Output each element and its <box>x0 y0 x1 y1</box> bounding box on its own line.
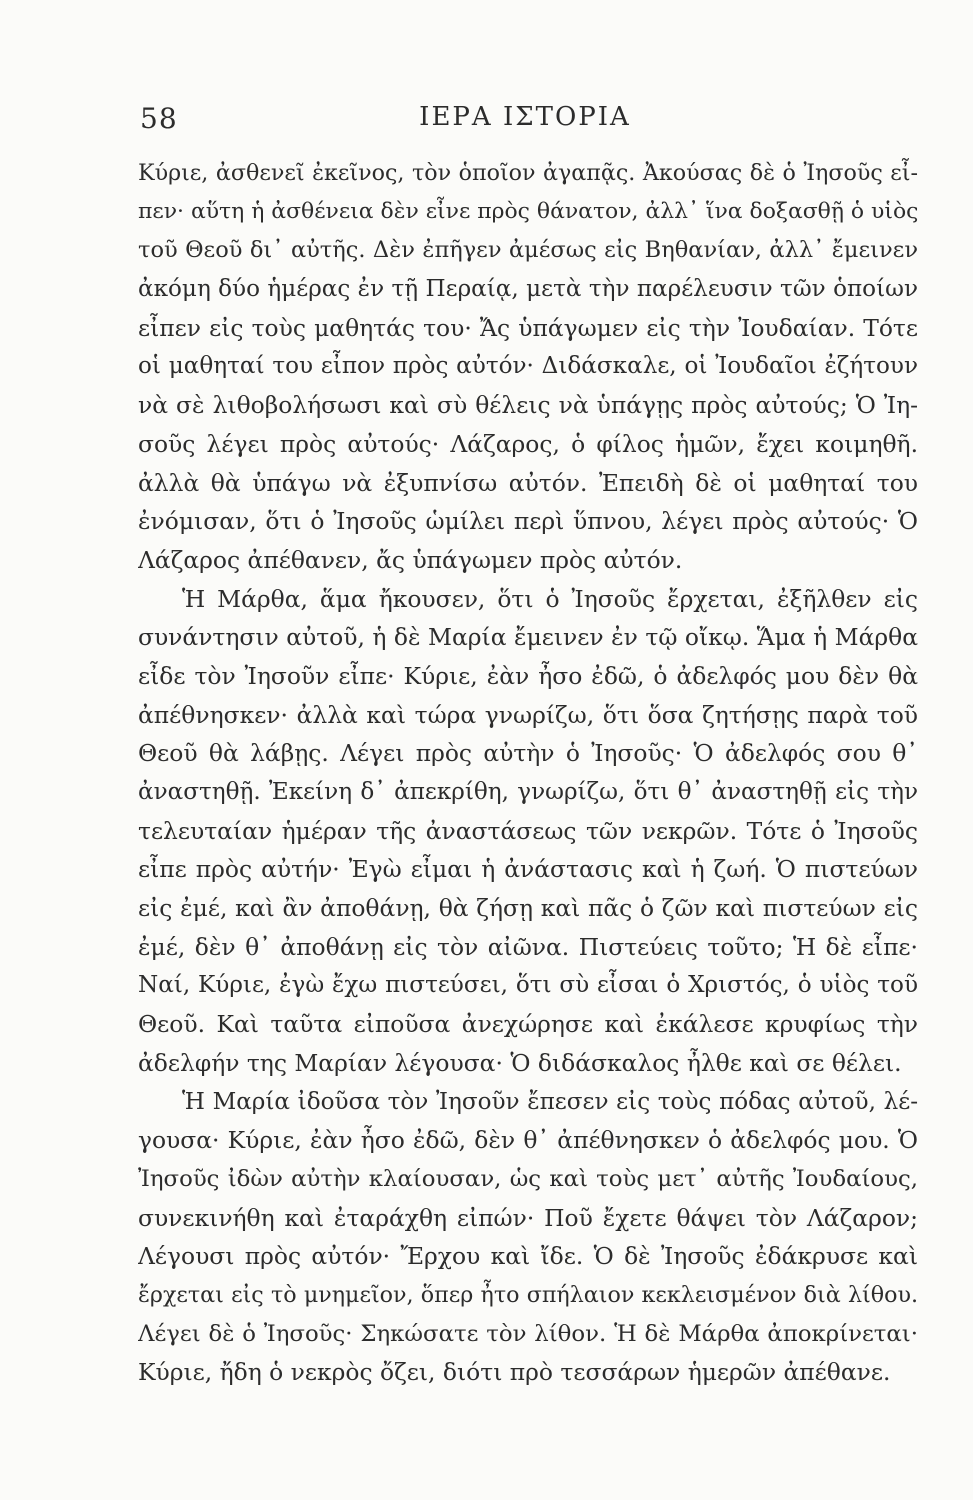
text-line: οἱ μαθηταί του εἶπον πρὸς αὐτόν· Διδάσκαλε, οἱ Ἰουδαῖοι ἐζήτουν <box>138 353 918 380</box>
text-line: συνάντησιν αὐτοῦ, ἡ δὲ Μαρία ἔμεινεν ἐν τῷ οἴκῳ. Ἅμα ἡ Μάρθα <box>138 623 918 652</box>
text-line: Θεοῦ. Καὶ ταῦτα εἰποῦσα ἀνεχώρησε καὶ ἐκάλεσε κρυφίως τὴν <box>138 1010 918 1039</box>
body-text <box>138 154 918 1392</box>
paragraph-end-line: Λάζαρος ἀπέθανεν, ἄς ὑπάγωμεν πρὸς αὐτόν. <box>138 545 683 574</box>
text-line: Κύριε, ἀσθενεῖ ἐκεῖνος, τὸν ὁποῖον ἀγαπᾷς. Ἀκούσας δὲ ὁ Ἰησοῦς εἶ- <box>138 160 918 186</box>
text-line: Κύριε, ἤδη ὁ νεκρὸς ὄζει, διότι πρὸ τεσσάρων ἡμερῶν ἀπέθανε. <box>138 1358 891 1387</box>
text-line: Θεοῦ θὰ λάβῃς. Λέγει πρὸς αὐτὴν ὁ Ἰησοῦς· Ὁ ἀδελφός σου θ᾿ <box>138 739 918 768</box>
text-line: εἶδε τὸν Ἰησοῦν εἶπε· Κύριε, ἐὰν ἦσο ἐδῶ, ὁ ἀδελφός μου δὲν θὰ <box>138 661 918 690</box>
text-line: ἀλλὰ θὰ ὑπάγω νὰ ἐξυπνίσω αὐτόν. Ἐπειδὴ δὲ οἱ μαθηταί του <box>138 468 918 497</box>
paragraph-start-line: Ἡ Μαρία ἰδοῦσα τὸν Ἰησοῦν ἔπεσεν εἰς τοὺς πόδας αὐτοῦ, λέ- <box>182 1088 918 1115</box>
text-line: Λέγει δὲ ὁ Ἰησοῦς· Σηκώσατε τὸν λίθον. Ἡ δὲ Μάρθα ἀποκρίνεται· <box>138 1320 918 1347</box>
text-line: ἀκόμη δύο ἡμέρας ἐν τῇ Περαίᾳ, μετὰ τὴν παρέλευσιν τῶν ὁποίων <box>138 276 918 303</box>
text-line: Λέγουσι πρὸς αὐτόν· Ἔρχου καὶ ἴδε. Ὁ δὲ Ἰησοῦς ἐδάκρυσε καὶ <box>138 1242 918 1271</box>
text-line: τελευταίαν ἡμέραν τῆς ἀναστάσεως τῶν νεκρῶν. Τότε ὁ Ἰησοῦς <box>138 816 918 845</box>
paragraph-start-line: Ἡ Μάρθα, ἅμα ἤκουσεν, ὅτι ὁ Ἰησοῦς ἔρχεται, ἐξῆλθεν εἰς <box>182 584 918 613</box>
text-line: ἐμέ, δὲν θ᾿ ἀποθάνῃ εἰς τὸν αἰῶνα. Πιστεύεις τοῦτο; Ἡ δὲ εἶπε· <box>138 932 918 961</box>
text-line: σοῦς λέγει πρὸς αὐτούς· Λάζαρος, ὁ φίλος ἡμῶν, ἔχει κοιμηθῆ. <box>138 429 918 458</box>
text-line: νὰ σὲ λιθοβολήσωσι καὶ σὺ θέλεις νὰ ὑπάγῃς πρὸς αὐτούς; Ὁ Ἰη- <box>138 391 918 420</box>
text-line: πεν· αὕτη ἡ ἀσθένεια δὲν εἶνε πρὸς θάνατον, ἀλλ᾿ ἵνα δοξασθῇ ὁ υἱὸς <box>138 198 918 224</box>
paragraph-end-line: ἀδελφήν της Μαρίαν λέγουσα· Ὁ διδάσκαλος ἦλθε καὶ σε θέλει. <box>138 1048 902 1077</box>
text-line: συνεκινήθη καὶ ἐταράχθη εἰπών· Ποῦ ἔχετε θάψει τὸν Λάζαρον; <box>138 1203 918 1232</box>
text-line: Ἰησοῦς ἰδὼν αὐτὴν κλαίουσαν, ὡς καὶ τοὺς μετ᾿ αὐτῆς Ἰουδαίους, <box>138 1165 918 1192</box>
text-line: ἀναστηθῇ. Ἐκείνη δ᾿ ἀπεκρίθη, γνωρίζω, ὅτι θ᾿ ἀναστηθῇ εἰς τὴν <box>138 779 918 805</box>
running-title: ΙΕΡΑ ΙΣΤΟΡΙΑ <box>419 102 631 132</box>
text-line: εἰς ἐμέ, καὶ ἂν ἀποθάνῃ, θὰ ζήσῃ καὶ πᾶς ὁ ζῶν καὶ πιστεύων εἰς <box>138 894 918 923</box>
text-line: ἔρχεται εἰς τὸ μνημεῖον, ὅπερ ἦτο σπήλαιον κεκλεισμένον διὰ λίθου. <box>138 1281 918 1308</box>
text-line: εἶπε πρὸς αὐτήν· Ἐγὼ εἶμαι ἡ ἀνάστασις καὶ ἡ ζωή. Ὁ πιστεύων <box>138 855 918 884</box>
text-line: γουσα· Κύριε, ἐὰν ἦσο ἐδῶ, δὲν θ᾿ ἀπέθνησκεν ὁ ἀδελφός μου. Ὁ <box>138 1126 918 1155</box>
page-header <box>140 102 910 142</box>
text-line: Ναί, Κύριε, ἐγὼ ἔχω πιστεύσει, ὅτι σὺ εἶσαι ὁ Χριστός, ὁ υἱὸς τοῦ <box>138 972 918 999</box>
page-number: 58 <box>140 102 178 135</box>
text-line: ἀπέθνησκεν· ἀλλὰ καὶ τώρα γνωρίζω, ὅτι ὅσα ζητήσῃς παρὰ τοῦ <box>138 700 918 729</box>
text-line: ἐνόμισαν, ὅτι ὁ Ἰησοῦς ὡμίλει περὶ ὕπνου, λέγει πρὸς αὐτούς· Ὁ <box>138 507 918 536</box>
text-line: τοῦ Θεοῦ δι᾿ αὐτῆς. Δὲν ἐπῆγεν ἀμέσως εἰς Βηθανίαν, ἀλλ᾿ ἔμεινεν <box>138 237 918 264</box>
text-line: εἶπεν εἰς τοὺς μαθητάς του· Ἄς ὑπάγωμεν εἰς τὴν Ἰουδαίαν. Τότε <box>138 313 918 342</box>
